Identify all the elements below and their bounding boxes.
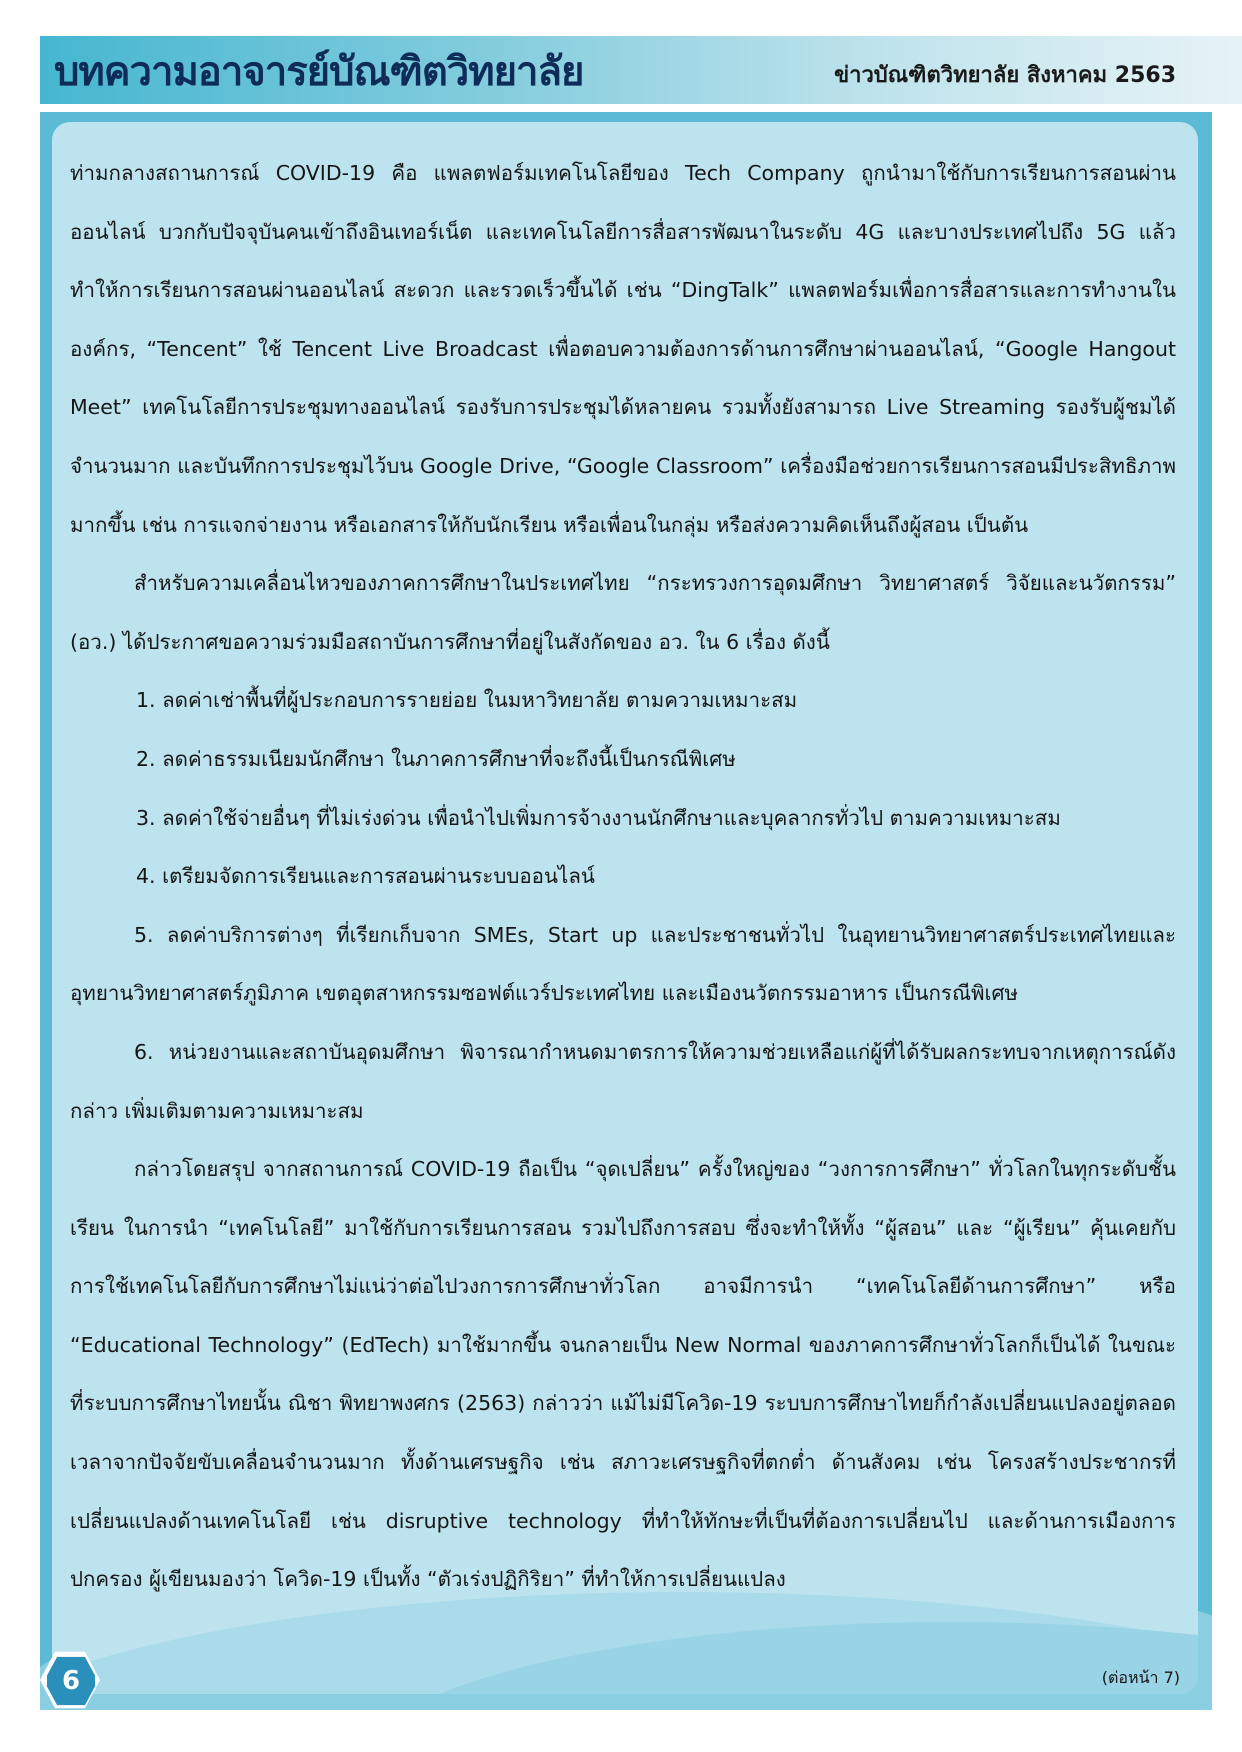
list-item: 1. ลดค่าเช่าพื้นที่ผู้ประกอบการรายย่อย ในมหาวิทยาลัย ตามความเหมาะสม (136, 688, 798, 713)
article-body (70, 144, 1176, 1609)
continued-note: (ต่อหน้า 7) (1101, 1668, 1180, 1687)
page-number: 6 (61, 1666, 81, 1696)
page-title: บทความอาจารย์บัณฑิตวิทยาลัย (54, 48, 584, 95)
list-item: 5. ลดค่าบริการต่างๆ ที่เรียกเก็บจาก SMEs, Start up และประชาชนทั่วไป ในอุทยานวิทยาศาสตร์ประเทศไทยและอุทยานวิทยาศาสตร์ภูมิภาค เขตอุตสาหกรรมซอฟต์แวร์ประเทศไทย และเมืองนวัตกรรมอาหาร เป็นกรณีพิเศษ (70, 922, 1176, 1006)
issue-label: ข่าวบัณฑิตวิทยาลัย สิงหาคม 2563 (834, 63, 1176, 88)
list-item: 2. ลดค่าธรรมเนียมนักศึกษา ในภาคการศึกษาที่จะถึงนี้เป็นกรณีพิเศษ (136, 746, 736, 771)
list-item: 6. หน่วยงานและสถาบันอุดมศึกษา พิจารณากำหนดมาตรการให้ความช่วยเหลือแก่ผู้ที่ได้รับผลกระทบจากเหตุการณ์ดังกล่าว เพิ่มเติมตามความเหมาะสม (70, 1039, 1176, 1123)
paragraph: ท่ามกลางสถานการณ์ COVID-19 คือ แพลตฟอร์มเทคโนโลยีของ Tech Company ถูกนำมาใช้กับการเรียนการสอนผ่านออนไลน์ บวกกับปัจจุบันคนเข้าถึงอินเทอร์เน็ต และเทคโนโลยีการสื่อสารพัฒนาในระดับ 4G และบางประเทศไปถึง 5G แล้ว ทำให้การเรียนการสอนผ่านออนไลน์ สะดวก และรวดเร็วขึ้นได้ เช่น “DingTalk” แพลตฟอร์มเพื่อการสื่อสารและการทำงานในองค์กร, “Tencent” ใช้ Tencent Live Broadcast เพื่อตอบความต้องการด้านการศึกษาผ่านออนไลน์, “Google Hangout Meet” เทคโนโลยีการประชุมทางออนไลน์ รองรับการประชุมได้หลายคน รวมทั้งยังสามารถ Live Streaming รองรับผู้ชมได้จำนวนมาก และบันทึกการประชุมไว้บน Google Drive, “Google Classroom” เครื่องมือช่วยการเรียนการสอนมีประสิทธิภาพมากขึ้น เช่น การแจกจ่ายงาน หรือเอกสารให้กับนักเรียน หรือเพื่อนในกลุ่ม หรือส่งความคิดเห็นถึงผู้สอน เป็นต้น (70, 161, 1176, 537)
list-item: 4. เตรียมจัดการเรียนและการสอนผ่านระบบออนไลน์ (136, 864, 595, 889)
list-item: 3. ลดค่าใช้จ่ายอื่นๆ ที่ไม่เร่งด่วน เพื่อนำไปเพิ่มการจ้างงานนักศึกษาและบุคลากรทั่วไป ตามความเหมาะสม (136, 805, 1061, 830)
paragraph: กล่าวโดยสรุป จากสถานการณ์ COVID-19 ถือเป็น “จุดเปลี่ยน” ครั้งใหญ่ของ “วงการการศึกษา” ทั่วโลกในทุกระดับชั้นเรียน ในการนำ “เทคโนโลยี” มาใช้กับการเรียนการสอน รวมไปถึงการสอบ ซึ่งจะทำให้ทั้ง “ผู้สอน” และ “ผู้เรียน” คุ้นเคยกับการใช้เทคโนโลยีกับการศึกษาไม่แน่ว่าต่อไปวงการการศึกษาทั่วโลก อาจมีการนำ “เทคโนโลยีด้านการศึกษา” หรือ “Educational Technology” (EdTech) มาใช้มากขึ้น จนกลายเป็น New Normal ของภาคการศึกษาทั่วโลกก็เป็นได้ ในขณะที่ระบบการศึกษาไทยนั้น ณิชา พิทยาพงศกร (2563) กล่าวว่า แม้ไม่มีโควิด-19 ระบบการศึกษาไทยก็กำลังเปลี่ยนแปลงอยู่ตลอดเวลาจากปัจจัยขับเคลื่อนจำนวนมาก ทั้งด้านเศรษฐกิจ เช่น สภาวะเศรษฐกิจที่ตกต่ำ ด้านสังคม เช่น โครงสร้างประชากรที่เปลี่ยนแปลงด้านเทคโนโลยี เช่น disruptive technology ที่ทำให้ทักษะที่เป็นที่ต้องการเปลี่ยนไป และด้านการเมืองการปกครอง ผู้เขียนมองว่า โควิด-19 เป็นทั้ง “ตัวเร่งปฏิกิริยา” ที่ทำให้การเปลี่ยนแปลง (70, 1157, 1176, 1592)
paragraph: สำหรับความเคลื่อนไหวของภาคการศึกษาในประเทศไทย “กระทรวงการอุดมศึกษา วิทยาศาสตร์ วิจัยและนวัตกรรม” (อว.) ได้ประกาศขอความร่วมมือสถาบันการศึกษาที่อยู่ในสังกัดของ อว. ใน 6 เรื่อง ดังนี้ (70, 571, 1176, 654)
